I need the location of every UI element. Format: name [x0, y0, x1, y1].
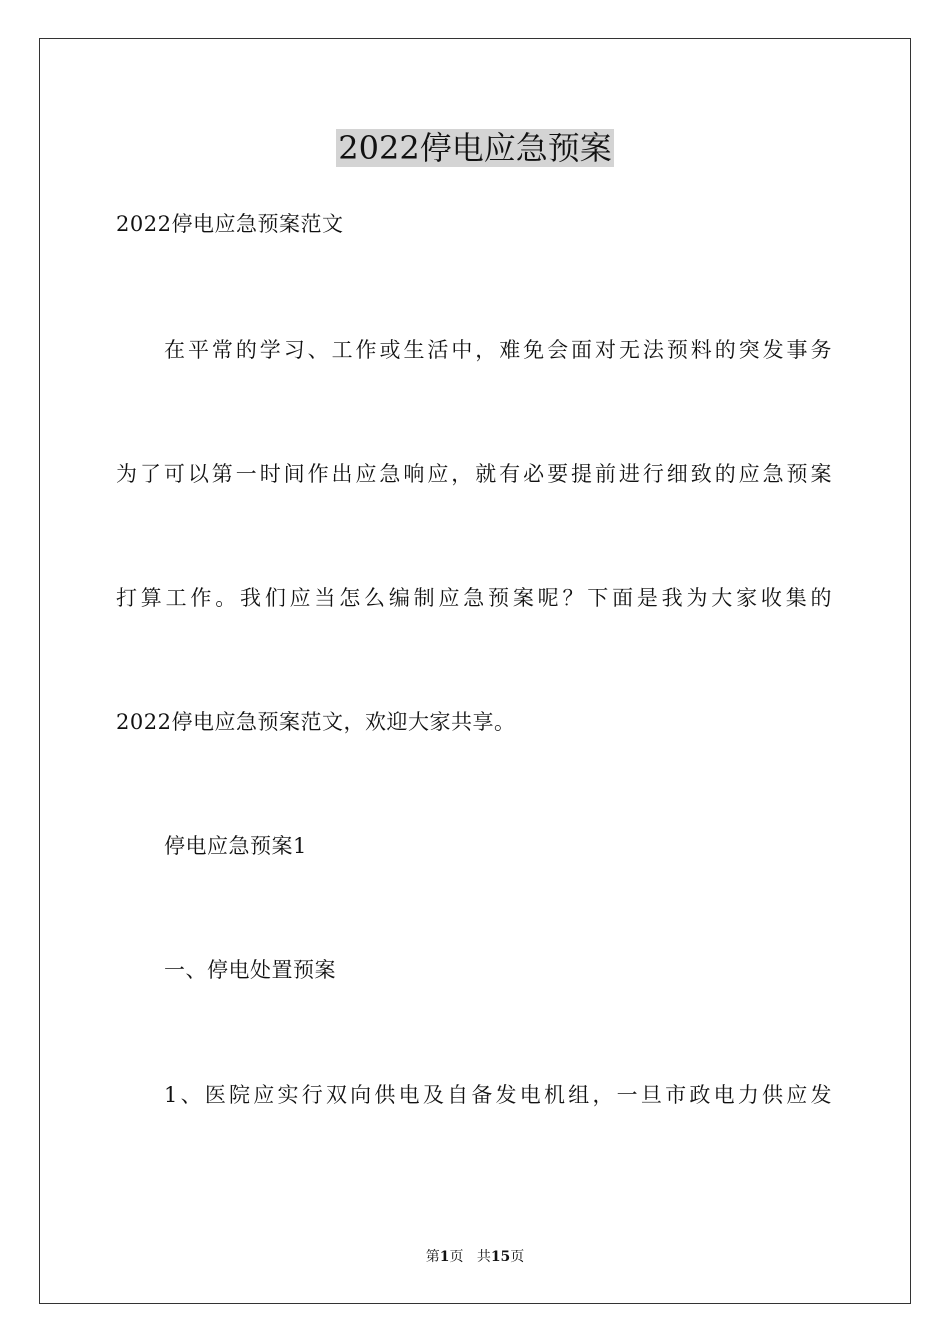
document-title-text: 2022停电应急预案	[338, 129, 612, 167]
document-title	[0, 126, 950, 170]
footer-total-suffix: 页	[510, 1249, 525, 1265]
page-footer	[0, 1247, 950, 1267]
paragraph-line-2: 为了可以第一时间作出应急响应，就有必要提前进行细致的应急预案	[116, 462, 832, 486]
footer-page-suffix: 页	[449, 1249, 464, 1265]
footer-page-number: 1	[439, 1249, 450, 1265]
subsection-heading: 一、停电处置预案	[164, 958, 336, 982]
footer-total-pages: 15	[490, 1249, 511, 1265]
document-subtitle: 2022停电应急预案范文	[116, 212, 344, 236]
paragraph-line-4: 2022停电应急预案范文，欢迎大家共享。	[116, 710, 516, 734]
section-heading: 停电应急预案1	[164, 834, 307, 858]
paragraph-line-3: 打算工作。我们应当怎么编制应急预案呢？下面是我为大家收集的	[116, 586, 832, 610]
footer-page-prefix: 第	[425, 1249, 440, 1265]
paragraph-line-1: 在平常的学习、工作或生活中，难免会面对无法预料的突发事务	[164, 338, 832, 362]
list-item-1: 1、医院应实行双向供电及自备发电机组，一旦市政电力供应发	[164, 1083, 832, 1107]
footer-total-prefix: 共	[476, 1249, 491, 1265]
